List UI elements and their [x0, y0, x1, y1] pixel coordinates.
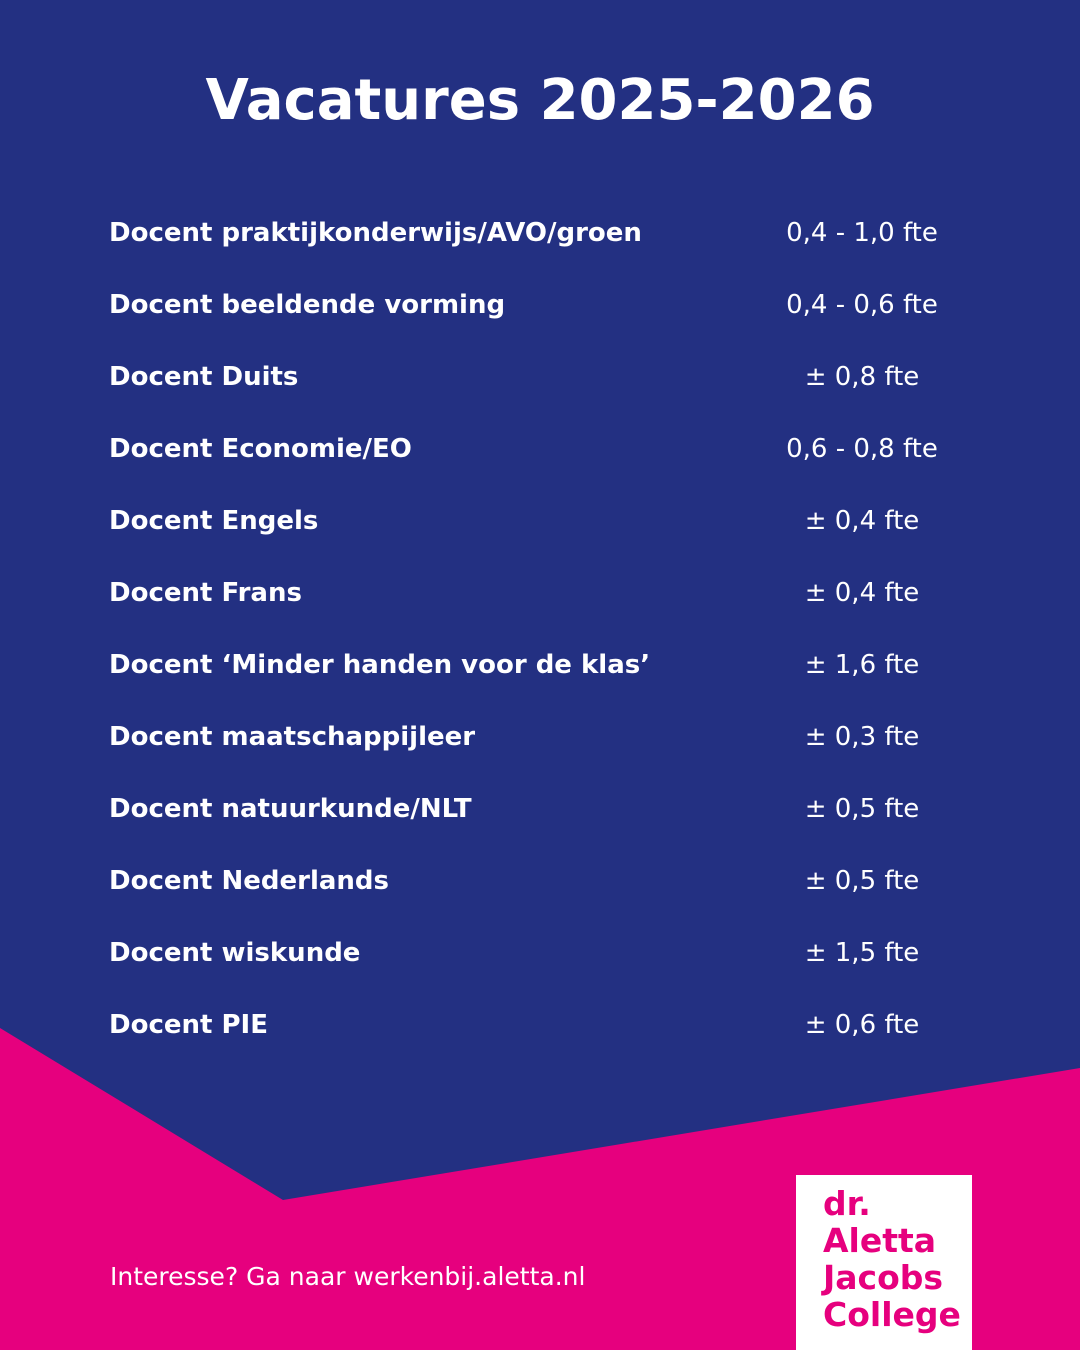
- vacancy-row: [0, 854, 1080, 926]
- vacancy-fte: ± 1,5 fte: [804, 938, 920, 968]
- vacancy-fte: ± 1,6 fte: [804, 650, 920, 680]
- vacancy-title: Docent Nederlands: [109, 866, 389, 896]
- vacancy-title: Docent maatschappijleer: [109, 722, 476, 752]
- logo-line-aletta: Aletta: [823, 1221, 937, 1260]
- vacancy-row: [0, 206, 1080, 278]
- vacancy-row: [0, 566, 1080, 638]
- vacancy-fte: 0,6 - 0,8 fte: [786, 434, 938, 464]
- logo-line-jacobs: Jacobs: [823, 1258, 944, 1297]
- vacancy-fte: ± 0,4 fte: [804, 578, 920, 608]
- vacancy-row: [0, 710, 1080, 782]
- logo-line-dr: dr.: [823, 1184, 871, 1223]
- vacancy-fte: 0,4 - 1,0 fte: [786, 218, 938, 248]
- vacancy-title: Docent praktijkonderwijs/AVO/groen: [109, 218, 642, 248]
- vacancy-row: [0, 638, 1080, 710]
- vacancy-list: [0, 206, 1080, 1070]
- vacancy-row: [0, 926, 1080, 998]
- logo-line-college: College: [823, 1295, 961, 1334]
- vacancy-title: Docent PIE: [109, 1010, 268, 1040]
- vacancy-fte: ± 0,5 fte: [804, 866, 920, 896]
- vacancy-fte: ± 0,6 fte: [804, 1010, 920, 1040]
- page-title: Vacatures 2025-2026: [205, 68, 875, 133]
- footer-cta-text: Interesse? Ga naar werkenbij.aletta.nl: [110, 1262, 586, 1291]
- vacancy-title: Docent Frans: [109, 578, 302, 608]
- vacancy-row: [0, 782, 1080, 854]
- vacancy-title: Docent Engels: [109, 506, 319, 536]
- vacancy-title: Docent beeldende vorming: [109, 290, 506, 320]
- vacancy-fte: ± 0,3 fte: [804, 722, 920, 752]
- vacancy-row: [0, 998, 1080, 1070]
- vacancy-fte: ± 0,5 fte: [804, 794, 920, 824]
- school-logo: [796, 1175, 972, 1350]
- vacancy-fte: ± 0,8 fte: [804, 362, 920, 392]
- vacancy-title: Docent Economie/EO: [109, 434, 412, 464]
- vacancy-title: Docent natuurkunde/NLT: [109, 794, 472, 824]
- vacancy-title: Docent ‘Minder handen voor de klas’: [109, 650, 651, 680]
- vacancy-title: Docent wiskunde: [109, 938, 361, 968]
- vacancy-row: [0, 422, 1080, 494]
- vacancy-fte: 0,4 - 0,6 fte: [786, 290, 938, 320]
- vacancy-row: [0, 494, 1080, 566]
- vacancy-row: [0, 350, 1080, 422]
- vacancy-row: [0, 278, 1080, 350]
- vacancy-fte: ± 0,4 fte: [804, 506, 920, 536]
- vacancy-title: Docent Duits: [109, 362, 299, 392]
